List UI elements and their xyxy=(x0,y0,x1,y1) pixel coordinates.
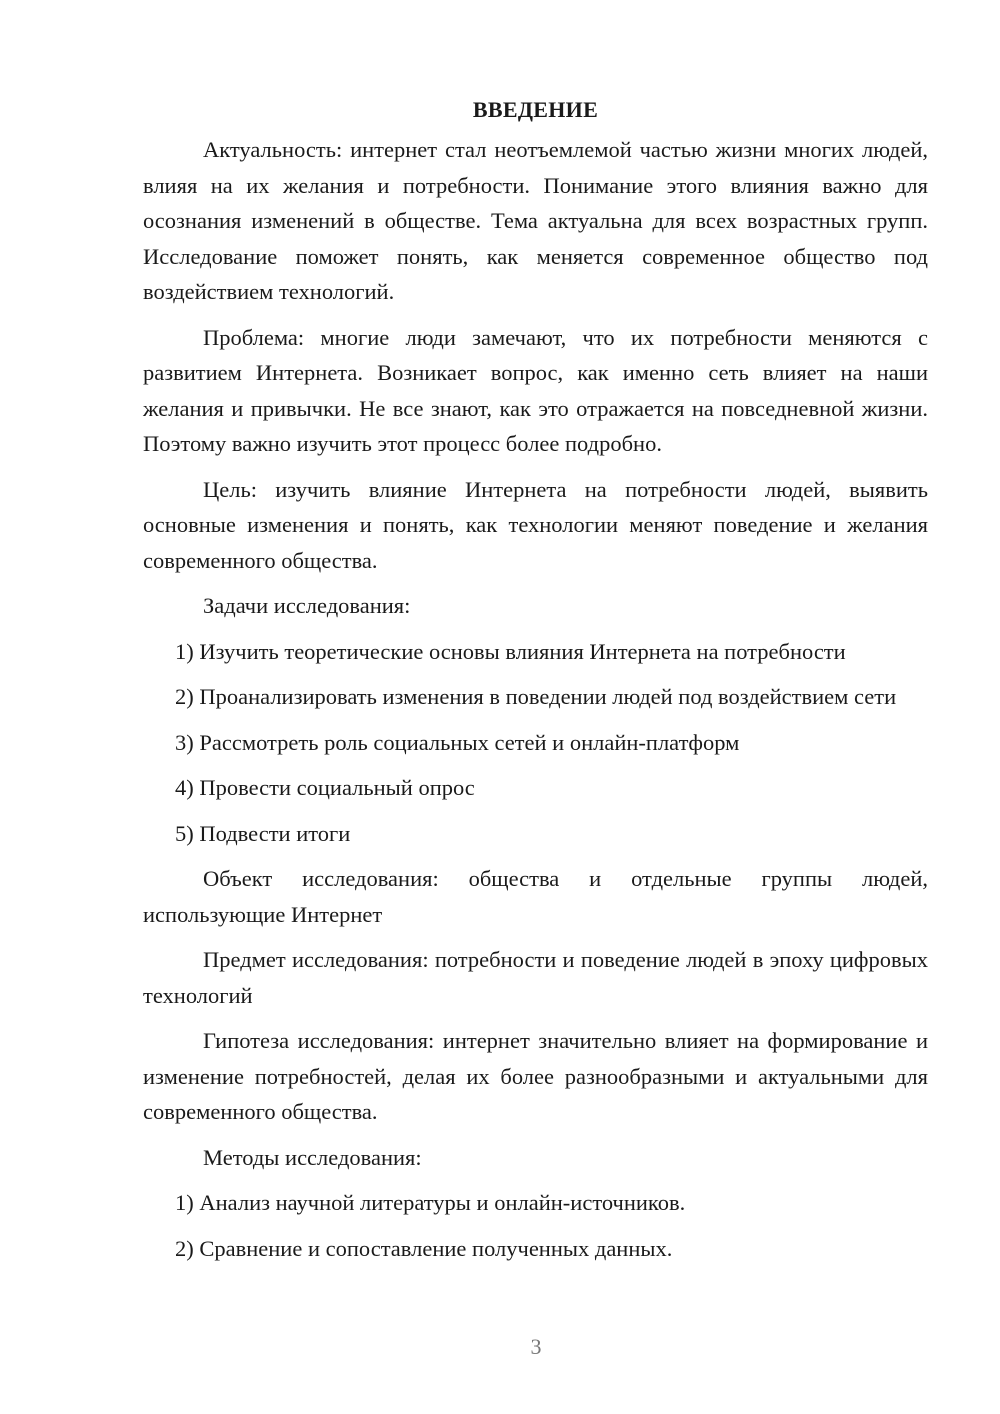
problem-paragraph: Проблема: многие люди замечают, что их потребности меняются с развитием Интернета. Возникает вопрос, как именно сеть влияет на наши желания и привычки. Не все знают, как это отражается на повседневной жизни. Поэтому важно изучить этот процесс более подробно. xyxy=(143,324,928,456)
method-item-2: 2) Сравнение и сопоставление полученных данных. xyxy=(175,1235,673,1261)
goal-paragraph: Цель: изучить влияние Интернета на потребности людей, выявить основные изменения и понять, как технологии меняют поведение и желания современного общества. xyxy=(143,476,928,573)
section-title: ВВЕДЕНИЕ xyxy=(472,97,599,122)
task-item-2: 2) Проанализировать изменения в поведении людей под воздействием сети xyxy=(175,684,897,709)
task-item-3: 3) Рассмотреть роль социальных сетей и онлайн-платформ xyxy=(175,729,740,755)
relevance-paragraph: Актуальность: интернет стал неотъемлемой частью жизни многих людей, влияя на их желания и потребности. Понимание этого влияния важно для осознания изменений в обществе. Тема актуальна для всех возрастных групп. Исследование поможет понять, как меняется современное общество под воздействием технологий. xyxy=(143,137,928,304)
tasks-heading: Задачи исследования: xyxy=(203,593,411,618)
task-item-1: 1) Изучить теоретические основы влияния Интернета на потребности xyxy=(175,638,846,664)
object-paragraph: Объект исследования: общества и отдельные группы людей, использующие Интернет xyxy=(143,866,928,927)
page-number: 3 xyxy=(530,1334,542,1359)
task-item-5: 5) Подвести итоги xyxy=(175,820,351,846)
hypothesis-paragraph: Гипотеза исследования: интернет значительно влияет на формирование и изменение потребностей, делая их более разнообразными и актуальными для современного общества. xyxy=(143,1028,928,1124)
subject-paragraph: Предмет исследования: потребности и поведение людей в эпоху цифровых технологий xyxy=(143,947,928,1008)
methods-heading: Методы исследования: xyxy=(203,1144,422,1170)
method-item-1: 1) Анализ научной литературы и онлайн-источников. xyxy=(175,1190,686,1215)
document-page xyxy=(143,92,928,1266)
task-item-4: 4) Провести социальный опрос xyxy=(175,775,475,800)
